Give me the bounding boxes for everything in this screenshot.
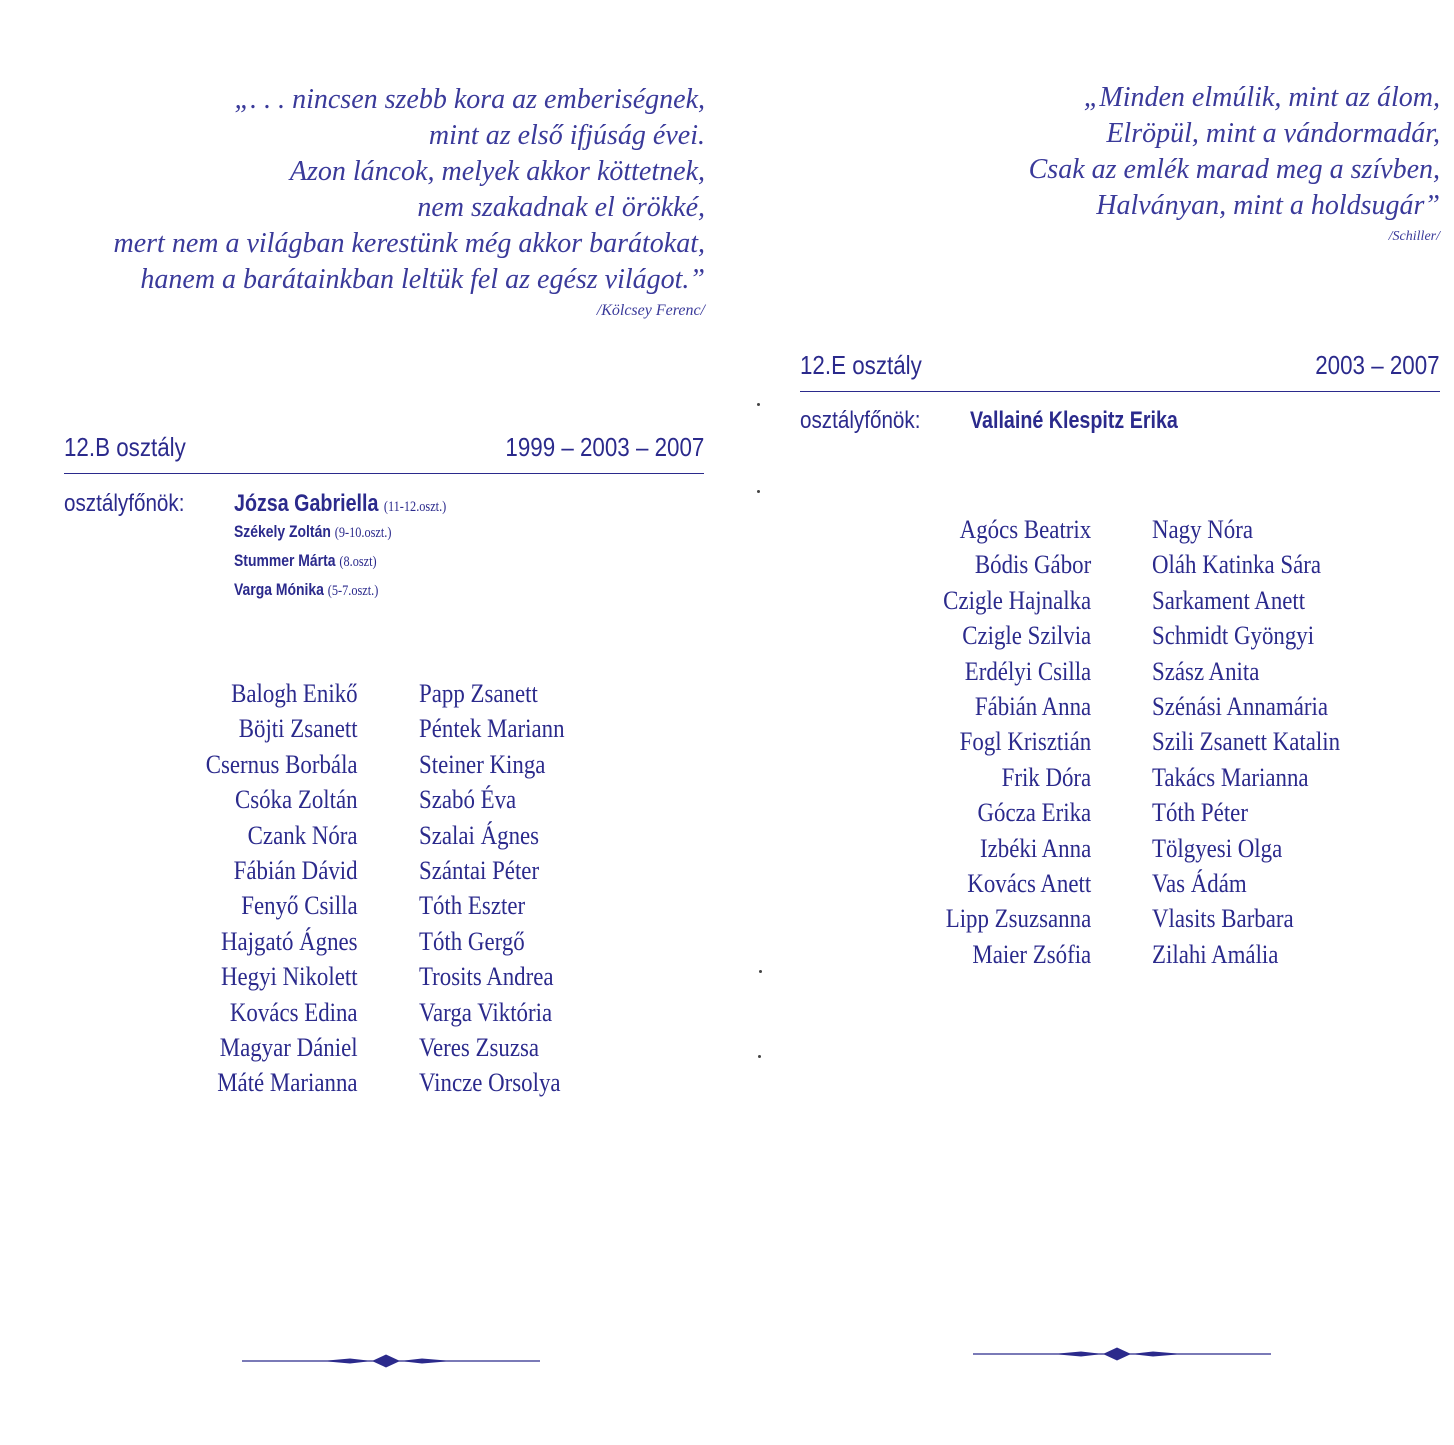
class-years: 2003 – 2007: [1315, 350, 1440, 380]
quote-line: hanem a barátainkban leltük fel az egész világot.”: [140, 264, 705, 295]
student-name: Steiner Kinga: [419, 749, 546, 779]
student-name: Tölgyesi Olga: [1152, 833, 1283, 863]
student-name: Kovács Edina: [230, 997, 358, 1027]
former-teacher: [234, 518, 446, 547]
student-name: Fábián Anna: [974, 692, 1091, 722]
student-name: Gócza Erika: [977, 798, 1091, 828]
teacher-name: Stummer Márta: [234, 551, 336, 570]
former-teacher: [234, 576, 446, 605]
student-name: Agócs Beatrix: [959, 515, 1091, 544]
student-name: Máté Marianna: [217, 1068, 358, 1098]
student-name: Böjti Zsanett: [239, 714, 358, 744]
former-teacher: [234, 547, 446, 576]
teacher-label: osztályfőnök:: [800, 407, 921, 434]
student-name: Czigle Szilvia: [961, 621, 1091, 651]
student-name: Hegyi Nikolett: [221, 962, 358, 992]
student-name: Péntek Mariann: [419, 714, 565, 744]
student-column-right: [419, 676, 584, 1101]
kolcsey-quote: [114, 82, 706, 322]
student-name: Papp Zsanett: [419, 679, 538, 708]
student-name: Takács Marianna: [1152, 762, 1309, 792]
student-name: Veres Zsuzsa: [419, 1033, 540, 1063]
student-name: Szász Anita: [1152, 656, 1260, 686]
right-page: [727, 0, 1454, 1445]
quote-line: Halványan, mint a holdsugár”: [1096, 190, 1440, 221]
student-name: Vas Ádám: [1152, 869, 1247, 899]
student-name: Czigle Hajnalka: [942, 585, 1091, 615]
student-name: Czank Nóra: [248, 820, 358, 850]
student-name: Szénási Annamária: [1152, 692, 1328, 722]
student-column-left: [923, 512, 1091, 972]
class-years: 1999 – 2003 – 2007: [505, 432, 704, 462]
student-name: Erdélyi Csilla: [964, 656, 1091, 686]
student-name: Tóth Eszter: [419, 891, 526, 921]
teacher-label: osztályfőnök:: [64, 490, 185, 517]
teacher-block: [800, 407, 940, 435]
student-name: Frik Dóra: [1001, 762, 1091, 792]
schiller-quote: [1029, 80, 1440, 248]
student-name: Trosits Andrea: [419, 962, 554, 992]
student-name: Szántai Péter: [419, 856, 540, 886]
student-name: Izbéki Anna: [979, 833, 1091, 863]
quote-author: /Schiller/: [1388, 229, 1440, 244]
teacher-name: Józsa Gabriella: [234, 490, 379, 517]
class-header: [800, 350, 1440, 392]
student-name: Schmidt Gyöngyi: [1152, 621, 1315, 651]
student-name: Csóka Zoltán: [235, 785, 358, 815]
student-name: Nagy Nóra: [1152, 515, 1254, 544]
head-teacher: [234, 490, 446, 518]
student-name: Szili Zsanett Katalin: [1152, 727, 1341, 757]
student-name: Bódis Gábor: [974, 550, 1091, 580]
student-name: Maier Zsófia: [972, 939, 1091, 969]
teacher-list: [970, 407, 1223, 435]
teacher-note: (9-10.oszt.): [334, 525, 392, 541]
student-name: Vincze Orsolya: [419, 1068, 561, 1098]
teacher-note: (8.oszt): [339, 554, 377, 570]
student-name: Varga Viktória: [419, 997, 553, 1027]
student-name: Kovács Anett: [967, 869, 1091, 899]
ornament-divider-icon: [242, 1350, 540, 1372]
class-header: [64, 432, 704, 474]
quote-line: Azon láncok, melyek akkor köttetnek,: [289, 156, 705, 187]
teacher-note: (5-7.oszt.): [327, 583, 379, 599]
ornament-divider-icon: [973, 1343, 1271, 1365]
student-name: Vlasits Barbara: [1152, 904, 1294, 934]
class-name: 12.E osztály: [800, 350, 922, 380]
student-name: Szabó Éva: [419, 785, 517, 815]
student-name: Fábián Dávid: [234, 856, 358, 886]
student-column-right: [1152, 512, 1366, 972]
quote-line: Csak az emlék marad meg a szívben,: [1028, 154, 1440, 185]
quote-author: /Kölcsey Ferenc/: [596, 302, 705, 319]
head-teacher: Vallainé Klespitz Erika: [970, 407, 1178, 434]
quote-line: mint az első ifjúság évei.: [428, 120, 705, 151]
student-name: Balogh Enikő: [231, 679, 358, 708]
student-name: Hajgató Ágnes: [221, 926, 358, 956]
student-name: Magyar Dániel: [220, 1033, 358, 1063]
teacher-list: [234, 490, 493, 605]
student-name: Oláh Katinka Sára: [1152, 550, 1322, 580]
quote-line: „. . . nincsen szebb kora az emberiségnek,: [234, 84, 705, 115]
teacher-name: Varga Mónika: [234, 580, 324, 599]
student-list: [0, 676, 727, 1116]
student-name: Fenyő Csilla: [241, 891, 358, 921]
student-name: Zilahi Amália: [1152, 939, 1279, 969]
quote-line: Elröpül, mint a vándormadár,: [1106, 118, 1440, 149]
quote-line: „Minden elmúlik, mint az álom,: [1083, 82, 1440, 113]
student-name: Szalai Ágnes: [419, 820, 540, 850]
student-name: Csernus Borbála: [206, 749, 358, 779]
quote-line: mert nem a világban kerestünk még akkor barátokat,: [113, 228, 705, 259]
student-name: Tóth Péter: [1152, 798, 1248, 828]
student-list: [727, 512, 1454, 982]
teacher-name: Székely Zoltán: [234, 522, 331, 541]
student-name: Sarkament Anett: [1152, 585, 1306, 615]
class-name: 12.B osztály: [64, 432, 186, 462]
teacher-block: [64, 490, 204, 518]
student-name: Fogl Krisztián: [959, 727, 1091, 757]
teacher-note: (11-12.oszt.): [383, 499, 447, 515]
student-column-left: [185, 676, 358, 1101]
student-name: Lipp Zsuzsanna: [945, 904, 1091, 934]
quote-line: nem szakadnak el örökké,: [417, 192, 705, 223]
student-name: Tóth Gergő: [419, 926, 525, 956]
